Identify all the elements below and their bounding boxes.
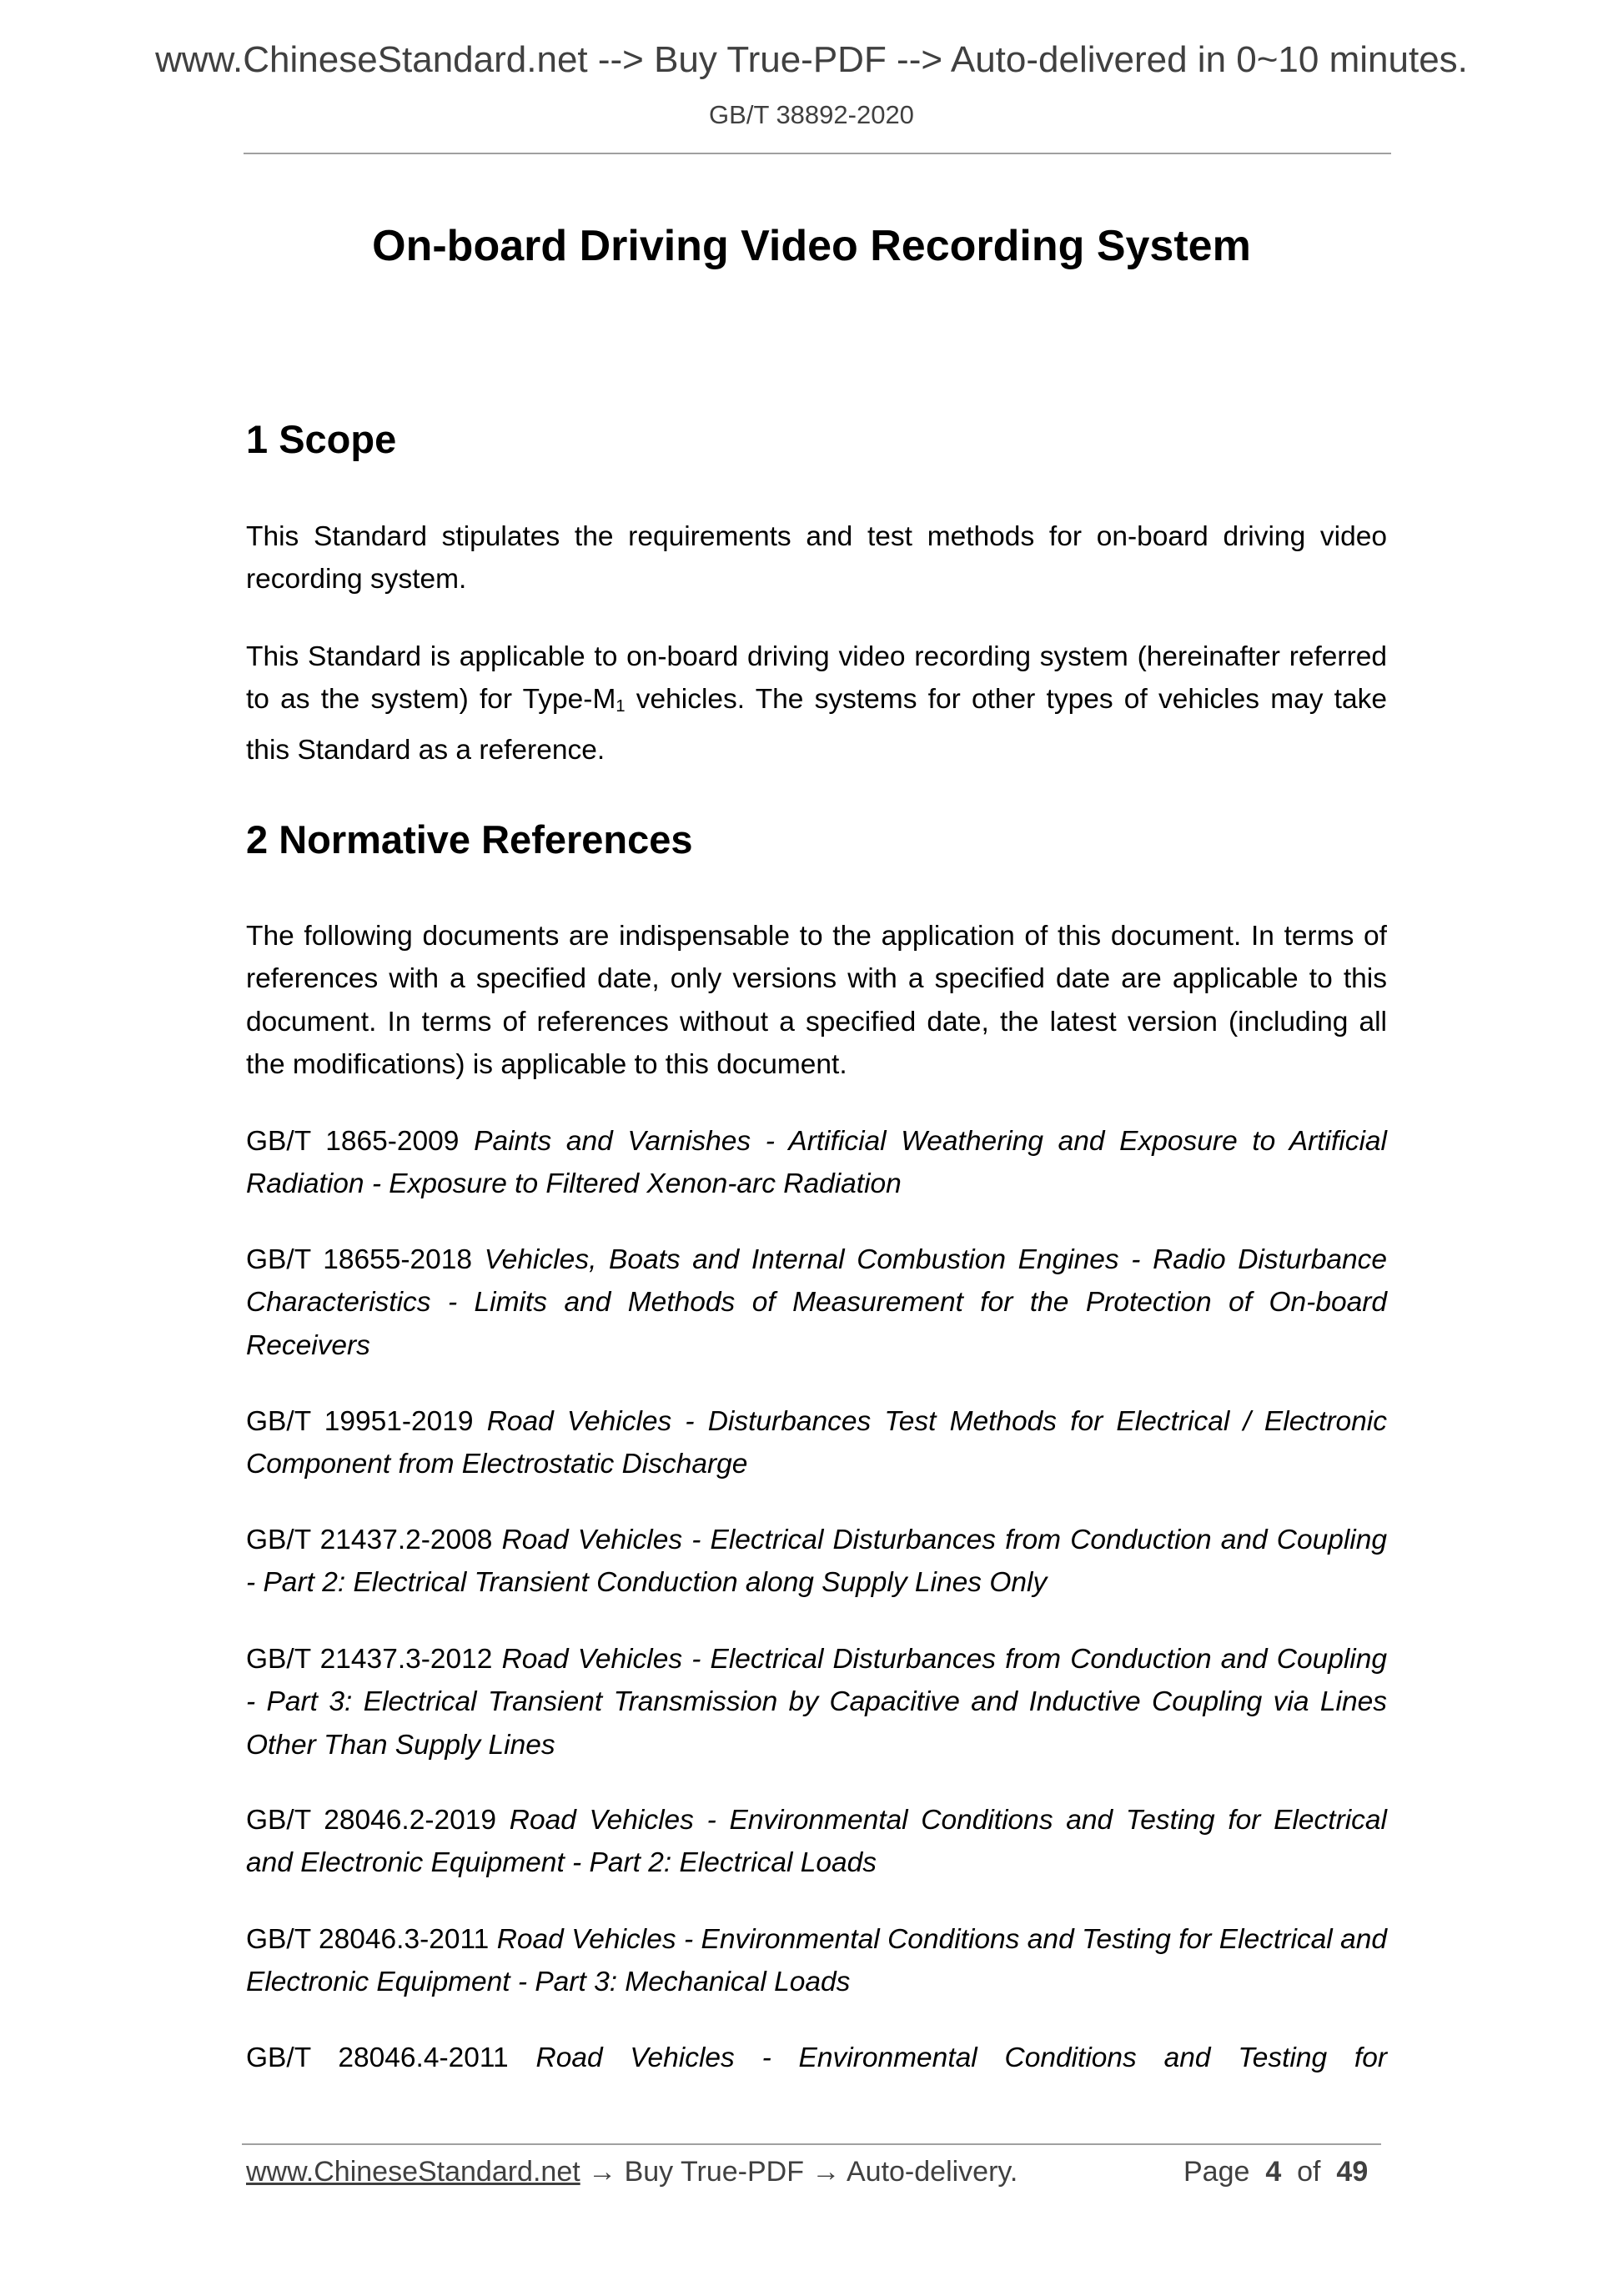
reference-code: GB/T 21437.3-2012 [246, 1644, 493, 1675]
reference-item [246, 2037, 1387, 2079]
footer-promo [246, 2153, 1018, 2190]
reference-item [246, 1400, 1387, 1486]
footer-auto-text: Auto-delivery. [840, 2156, 1018, 2188]
page-number: 4 [1265, 2156, 1282, 2188]
reference-title: Vehicles, Boats and Internal Combustion Engines - Radio Disturbance Characteristics - Limits and Methods of Measurement for the Protection of On-board Receivers [246, 1244, 1387, 1361]
subscript: 1 [616, 697, 626, 716]
section-heading-normative-references: 2 Normative References [246, 817, 693, 862]
arrow-right-icon: → [812, 2156, 841, 2188]
reference-title: Road Vehicles - Electrical Disturbances from Conduction and Coupling - Part 3: Electrical Transient Transmission by Capacitive and Inductive Coupling via Lines Other Than Supply Lines [246, 1644, 1388, 1761]
reference-item [246, 1918, 1387, 2004]
reference-code: GB/T 21437.2-2008 [246, 1525, 493, 1555]
reference-title: Road Vehicles - Environmental Conditions and Testing for [535, 2042, 1388, 2073]
reference-item [246, 1638, 1387, 1766]
references-intro-paragraph: The following documents are indispensable to the application of this document. In terms of references with a specified date, only versions with a specified date are applicable to this document. In terms of references without a specified date, the latest version (including all the modifications) is applicable to this document. [246, 921, 1387, 1080]
of-label: of [1297, 2156, 1321, 2188]
reference-title: Road Vehicles - Disturbances Test Methods for Electrical / Electronic Component from Electrostatic Discharge [246, 1406, 1387, 1480]
scope-paragraph-2 [246, 636, 1387, 771]
paragraph-text: vehicles. The systems for other types of vehicles may take this Standard as a reference. [246, 684, 1388, 766]
reference-code: GB/T 28046.2-2019 [246, 1805, 497, 1836]
page-label: Page [1183, 2156, 1250, 2188]
scope-paragraph-1: This Standard stipulates the requirements and test methods for on-board driving video recording system. [246, 521, 1387, 595]
reference-item [246, 1238, 1387, 1367]
document-title: On-board Driving Video Recording System [372, 222, 1251, 270]
document-code: GB/T 38892-2020 [709, 100, 914, 129]
reference-code: GB/T 28046.3-2011 [246, 1924, 490, 1955]
reference-item [246, 1799, 1387, 1885]
reference-title: Paints and Varnishes - Artificial Weathering and Exposure to Artificial Radiation - Exposure to Filtered Xenon-arc Radiation [246, 1126, 1387, 1200]
reference-item [246, 1519, 1387, 1605]
reference-item [246, 1120, 1387, 1206]
page-total: 49 [1336, 2156, 1369, 2188]
page-indicator [1183, 2153, 1368, 2190]
footer-buy-text: Buy True-PDF [616, 2156, 812, 2188]
site-link[interactable]: www.ChineseStandard.net [246, 2156, 580, 2188]
section-heading-scope: 1 Scope [246, 417, 397, 461]
arrow-right-icon: → [588, 2156, 617, 2188]
reference-code: GB/T 18655-2018 [246, 1244, 473, 1275]
reference-title: Road Vehicles - Electrical Disturbances from Conduction and Coupling - Part 2: Electrical Transient Conduction along Supply Lines Only [246, 1525, 1388, 1599]
reference-code: GB/T 1865-2009 [246, 1126, 460, 1157]
paragraph-text: This Standard is applicable to on-board driving video recording system (hereinafter referred to as the system) for Type-M [246, 641, 1387, 716]
footer-divider [242, 2143, 1381, 2145]
reference-code: GB/T 28046.4-2011 [246, 2042, 509, 2073]
reference-title: Road Vehicles - Environmental Conditions and Testing for Electrical and Electronic Equipment - Part 3: Mechanical Loads [246, 1924, 1388, 1998]
site-banner: www.ChineseStandard.net --> Buy True-PDF --> Auto-delivered in 0~10 minutes. [155, 39, 1468, 80]
header-divider [244, 153, 1391, 154]
reference-title: Road Vehicles - Environmental Conditions and Testing for Electrical and Electronic Equipment - Part 2: Electrical Loads [246, 1805, 1387, 1879]
reference-code: GB/T 19951-2019 [246, 1406, 474, 1437]
